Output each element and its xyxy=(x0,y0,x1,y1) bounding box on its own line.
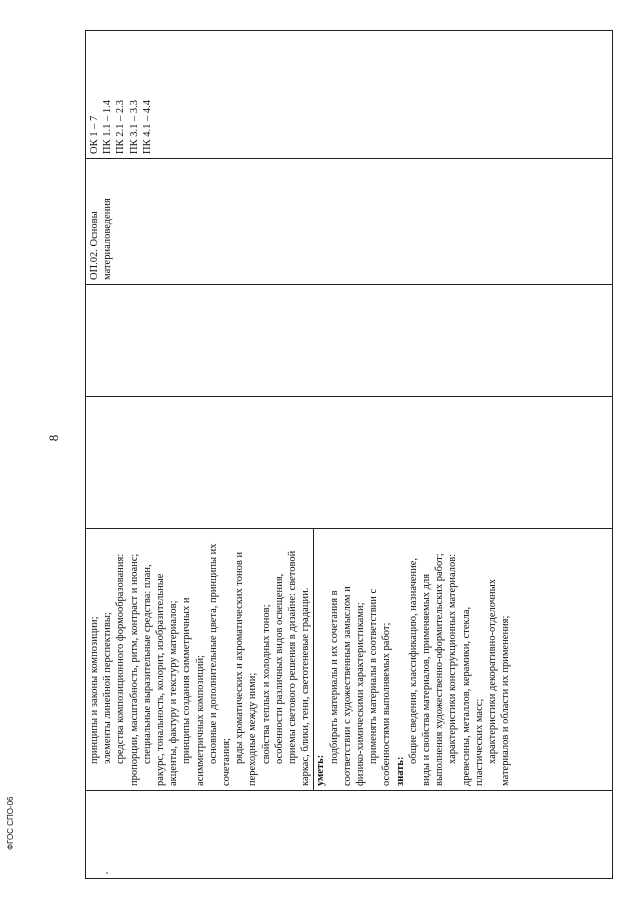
content-line: выполнения художественно-оформительских работ; xyxy=(434,553,446,786)
content-line: принципы создания симметричных и xyxy=(181,597,193,764)
content-line: акценты, фактуру и текстуру материалов; xyxy=(168,600,180,786)
standard-table xyxy=(85,30,613,879)
competency-code: ПК 2.1 – 2.3 xyxy=(115,100,127,154)
table-row xyxy=(86,31,613,879)
content-bottom-block xyxy=(313,529,512,790)
page-number: 8 xyxy=(46,434,61,442)
content-line: подбирать материалы и их сочетания в xyxy=(328,590,340,764)
content-line: соответствии с художественным замыслом и xyxy=(341,586,353,786)
scan-speck xyxy=(106,872,108,874)
content-line: сочетания; xyxy=(221,738,233,786)
competency-code: ОК 1 – 7 xyxy=(89,115,100,154)
competency-code: ПК 3.1 – 3.3 xyxy=(128,100,140,154)
content-line: физико-химическими характеристиками; xyxy=(355,602,367,786)
discipline-cell xyxy=(86,159,613,285)
content-line: материалов и области их применения; xyxy=(500,615,512,786)
index-cell xyxy=(86,791,613,879)
competency-code: ПК 1.1 – 1.4 xyxy=(102,100,114,154)
content-line: асимметричных композиций; xyxy=(194,655,206,786)
content-line: общие сведения, классификацию, назначение, xyxy=(407,557,419,764)
content-line: каркас, блики, тени, светотеневые градации. xyxy=(300,587,312,786)
content-line: средства композиционного формообразования: xyxy=(115,553,127,764)
content-line: специальные выразительные средства: план, xyxy=(141,564,153,764)
content-line: элементы линейной перспективы; xyxy=(102,612,114,764)
content-line: древесины, металлов, керамики, стекла, xyxy=(460,606,472,786)
competency-code: ПК 4.1 – 4.4 xyxy=(141,100,153,154)
content-line: приемы светового решения в дизайне: световой xyxy=(287,550,299,764)
competencies-cell xyxy=(86,31,613,159)
footer-code: ФГОС СПО-06 xyxy=(6,796,15,850)
max-load-cell xyxy=(86,397,613,529)
content-line: пропорции, масштабность, ритм, контраст и нюанс; xyxy=(128,553,140,786)
content-cell xyxy=(86,529,613,791)
content-line: основные и дополнительные цвета, принципы их xyxy=(207,543,219,764)
content-line: особенностями выполняемых работ; xyxy=(381,622,393,786)
competencies-list xyxy=(88,35,154,154)
content-line: знать: xyxy=(394,756,406,786)
hours-cell xyxy=(86,285,613,397)
content-line: принципы и законы композиции; xyxy=(89,616,100,764)
content-line: ряды хроматических и ахроматических тонов и xyxy=(234,551,246,764)
discipline-name: ОП.02. Основы материаловедения xyxy=(89,198,114,280)
content-line: переходные между ними; xyxy=(247,672,259,786)
content-line: уметь: xyxy=(315,754,327,786)
content-line: свойства теплых и холодных тонов; xyxy=(260,604,272,764)
content-line: особенности различных видов освещения, xyxy=(273,573,285,764)
content-line: характеристики декоративно-отделочных xyxy=(487,579,499,764)
content-line: характеристики конструкционных материалов: xyxy=(447,553,459,764)
content-line: применять материалы в соответствии с xyxy=(368,588,380,764)
content-line: ракурс, тональность, колорит, изобразительные xyxy=(155,573,167,786)
content-line: виды и свойства материалов, применяемых для xyxy=(421,573,433,786)
content-top-block xyxy=(88,533,312,786)
rotated-content xyxy=(85,31,613,879)
content-line: пластических масс; xyxy=(473,698,485,786)
